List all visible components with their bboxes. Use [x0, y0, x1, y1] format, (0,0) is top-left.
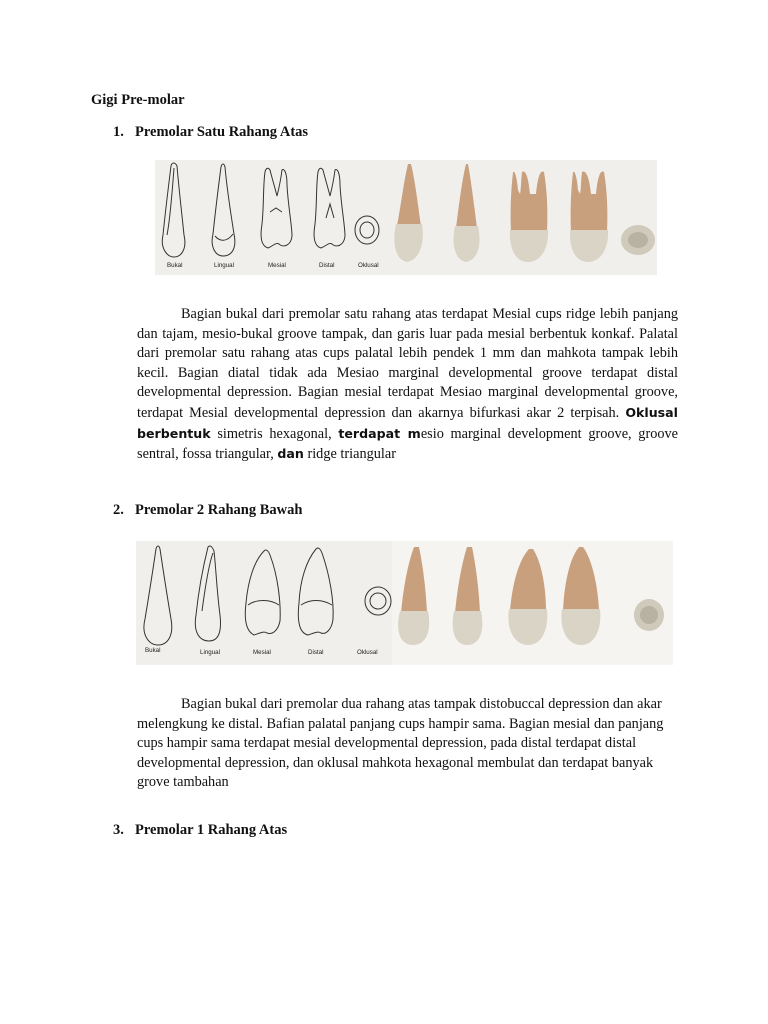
paragraph-text: ridge triangular — [307, 446, 396, 463]
section-number: 2. — [113, 502, 124, 518]
drawing-lingual — [212, 164, 235, 256]
section-number: 3. — [113, 822, 124, 838]
drawing-oklusal-inner — [370, 593, 386, 609]
paragraph-sans-text: terdapat m — [338, 425, 421, 441]
figure-label: Bukal — [167, 262, 183, 269]
paragraph-sans-text: Oklusal berbentuk — [137, 404, 678, 441]
figure-label: Mesial — [253, 649, 271, 656]
figure-label: Distal — [308, 649, 324, 656]
figure-label: Mesial — [268, 262, 286, 269]
tooth-root — [397, 164, 421, 226]
paragraph-text: esio marginal development groove, groove sentral, fossa triangular, — [137, 425, 679, 463]
tooth-crown — [394, 224, 423, 262]
drawing-oklusal-inner — [360, 222, 374, 238]
section-title: Premolar Satu Rahang Atas — [135, 124, 309, 140]
tooth-root — [571, 172, 608, 232]
line-drawings — [162, 163, 379, 257]
section-3-heading — [113, 822, 287, 839]
figure-label: Lingual — [200, 649, 220, 656]
drawing-bukal-line — [167, 168, 174, 235]
paragraph-text: simetris hexagonal, — [217, 425, 332, 442]
figure-premolar-1-upper — [155, 160, 657, 275]
drawing-lingual-line — [202, 553, 213, 611]
drawing-lingual-line — [215, 234, 233, 240]
paragraph-text: Bagian bukal dari premolar dua rahang atas tampak distobuccal depression dan akar melengkung ke distal. Bafian palatal panjang cups hampir sama. Bagian mesial dan panjang cups hampir sama terdapat mesial developmental depression, pada distal terdapat distal developmental depression, dan oklusal mahkota hexagonal membulat dan terdapat banyak grove tambahan — [137, 696, 664, 791]
drawing-mesial — [245, 550, 280, 635]
section-number: 1. — [113, 124, 124, 140]
figure-premolar-2-lower — [136, 541, 673, 665]
tooth-root — [456, 164, 477, 228]
drawing-oklusal — [365, 587, 391, 615]
drawing-distal — [314, 168, 345, 248]
tooth-crown — [453, 611, 483, 645]
section-2-heading — [113, 502, 302, 519]
tooth-oklusal-fossa — [640, 606, 658, 624]
tooth-crown — [453, 226, 479, 262]
section-1-heading — [113, 124, 308, 141]
tooth-crown — [510, 230, 548, 262]
section-title: Premolar 2 Rahang Bawah — [135, 502, 303, 518]
drawing-distal — [298, 548, 333, 635]
figure-label: Oklusal — [357, 649, 378, 656]
line-drawings — [144, 546, 391, 645]
section-2-paragraph — [137, 695, 678, 793]
tooth-oklusal-fossa — [628, 232, 648, 248]
paragraph-text: Bagian bukal dari premolar satu rahang atas terdapat Mesial cups ridge lebih panjang dan tajam, mesio-bukal groove tampak, dan garis luar pada mesial berbentuk konkaf. Palatal dari premolar satu rahang atas cups palatal lebih pendek 1 mm dan mahkota tampak lebih kecil. Bagian diatal tidak ada Mesiao marginal developmental groove terdapat distal developmental depression. Bagian mesial terdapat Mesiao marginal developmental groove, terdapat Mesial developmental depression dan akarnya bifurkasi akar 2 terpisah. — [137, 306, 678, 421]
figure-label: Distal — [319, 262, 335, 269]
drawing-distal-line — [301, 601, 332, 606]
figure-label: Oklusal — [358, 262, 379, 269]
section-title: Premolar 1 Rahang Atas — [135, 822, 288, 838]
drawing-bukal — [144, 546, 172, 645]
page-title: Gigi Pre-molar — [91, 92, 185, 108]
drawing-mesial-line — [270, 208, 282, 212]
tooth-root — [511, 172, 548, 232]
tooth-crown — [570, 230, 608, 262]
drawing-distal-line — [326, 204, 334, 218]
drawing-lingual — [195, 546, 220, 641]
section-1-paragraph — [137, 305, 678, 465]
drawing-mesial-line — [248, 601, 279, 606]
figure-label: Bukal — [145, 647, 161, 654]
figure-label: Lingual — [214, 262, 234, 269]
drawing-oklusal — [355, 216, 379, 244]
paragraph-sans-text: dan — [277, 446, 304, 462]
tooth-photo-group — [394, 164, 655, 262]
